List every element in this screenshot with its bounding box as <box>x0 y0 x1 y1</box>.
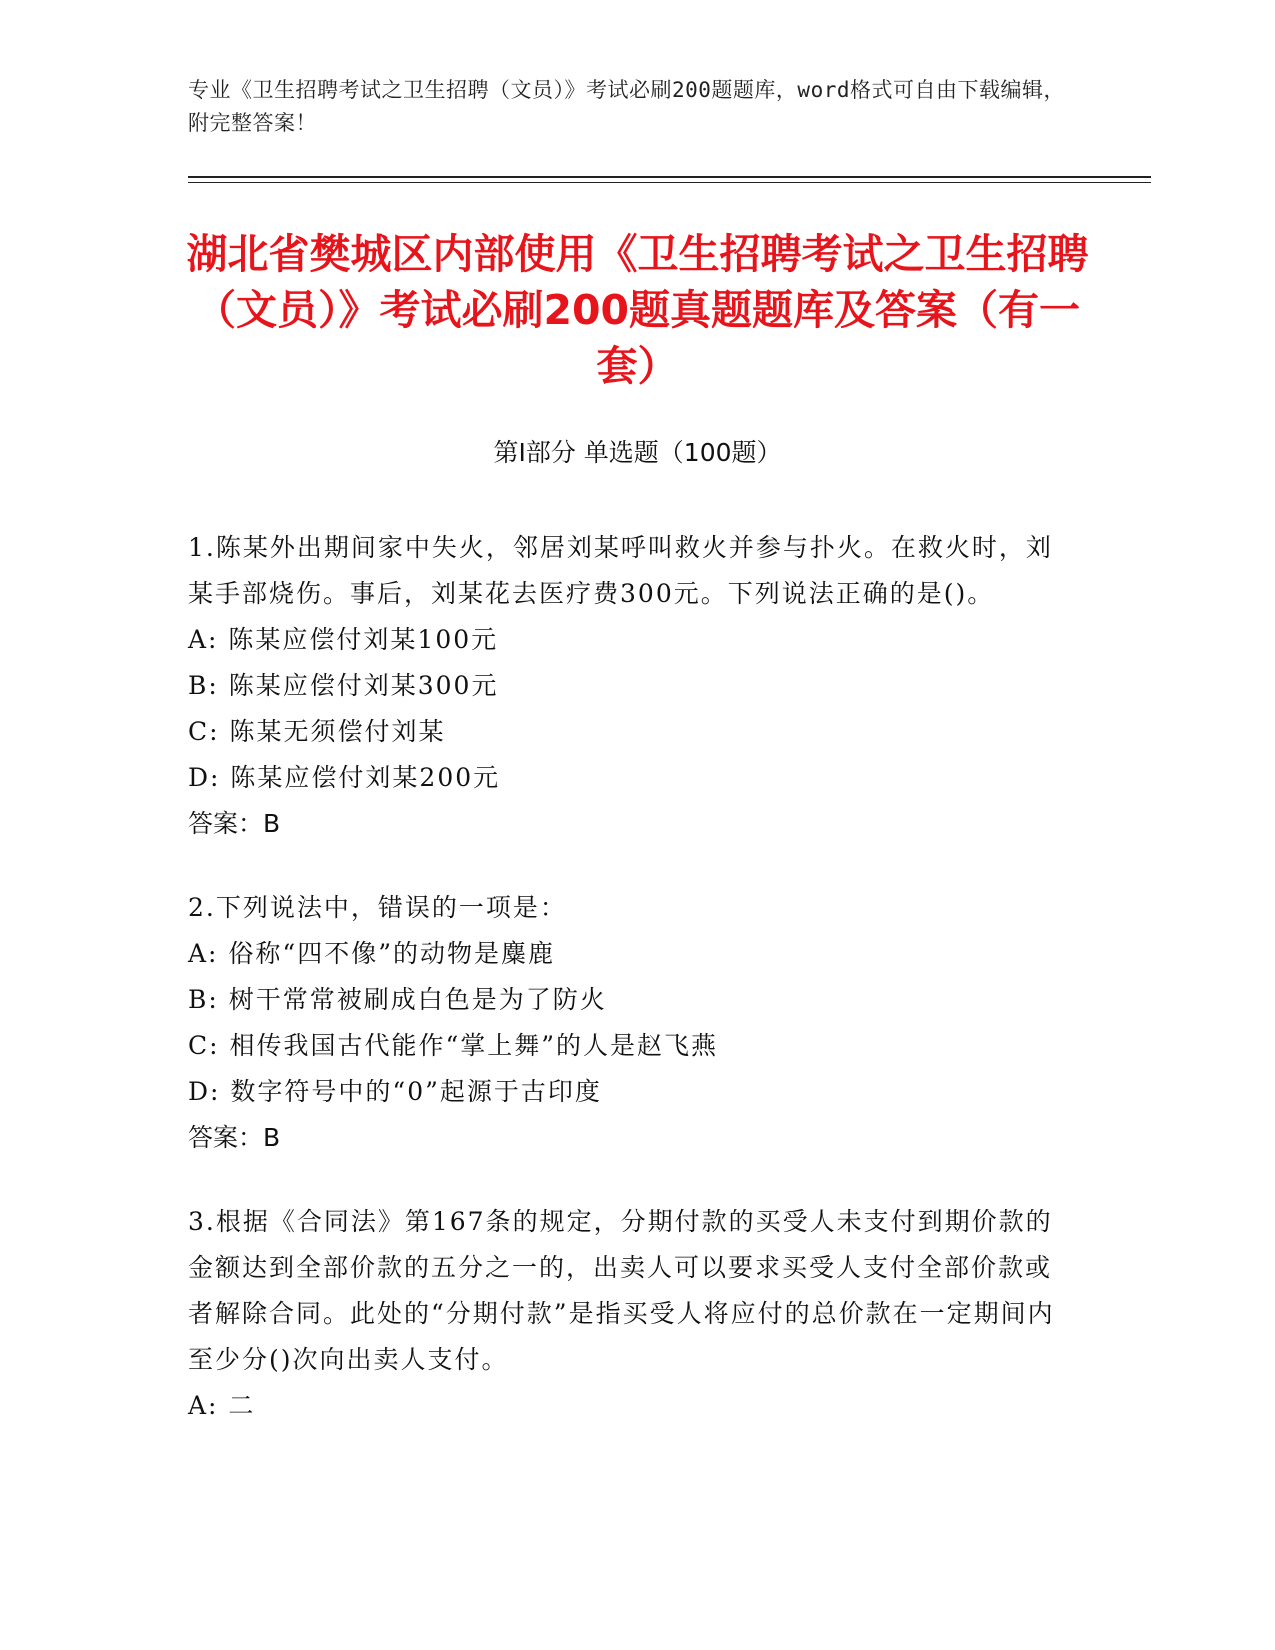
option-d: D: 陈某应偿付刘某200元 <box>188 763 501 792</box>
question-item <box>188 885 1068 1161</box>
option-c: C: 陈某无须偿付刘某 <box>188 717 446 746</box>
question-stem: 2.下列说法中，错误的一项是： <box>188 893 567 922</box>
question-item <box>188 525 1068 847</box>
option-b: B: 树干常常被刷成白色是为了防火 <box>188 985 607 1014</box>
header-divider <box>188 176 1151 178</box>
section-title: 第Ⅰ部分 单选题（100题） <box>493 438 782 467</box>
option-b: B: 陈某应偿付刘某300元 <box>188 671 499 700</box>
document-title: 湖北省樊城区内部使用《卫生招聘考试之卫生招聘（文员）》考试必刷200题真题题库及答案（有一套） <box>186 230 1089 390</box>
option-d: D: 数字符号中的“0”起源于古印度 <box>188 1077 602 1106</box>
question-list <box>188 525 1068 1467</box>
header-note: 专业《卫生招聘考试之卫生招聘（文员）》考试必刷200题题库，word格式可自由下载编辑，附完整答案！ <box>188 78 1065 135</box>
answer-line: 答案：B <box>188 809 281 838</box>
header-divider-thin <box>188 182 1151 183</box>
question-item <box>188 1199 1068 1429</box>
answer-line: 答案：B <box>188 1123 281 1152</box>
question-stem: 3.根据《合同法》第167条的规定，分期付款的买受人未支付到期价款的金额达到全部价款的五分之一的，出卖人可以要求买受人支付全部价款或者解除合同。此处的“分期付款”是指买受人将应付的总价款在一定期间内至少分()次向出卖人支付。 <box>188 1207 1055 1374</box>
option-a: A: 二 <box>188 1391 256 1420</box>
option-c: C: 相传我国古代能作“掌上舞”的人是赵飞燕 <box>188 1031 719 1060</box>
question-stem: 1.陈某外出期间家中失火，邻居刘某呼叫救火并参与扑火。在救火时，刘某手部烧伤。事后，刘某花去医疗费300元。下列说法正确的是()。 <box>188 533 1053 608</box>
option-a: A: 俗称“四不像”的动物是麋鹿 <box>188 939 555 968</box>
option-a: A: 陈某应偿付刘某100元 <box>188 625 499 654</box>
